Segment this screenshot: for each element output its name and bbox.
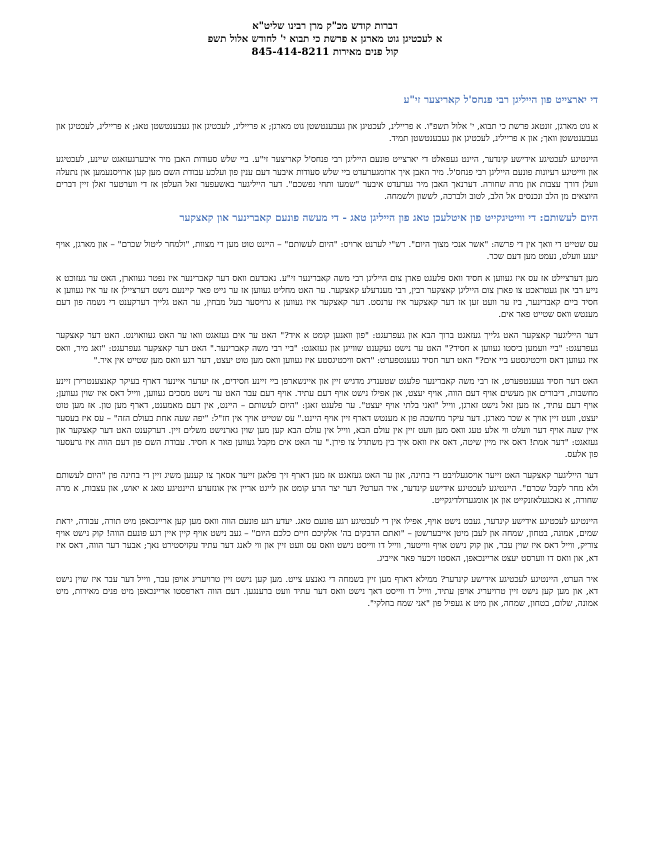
document-header [0, 20, 650, 59]
paragraph: דער הייליגער קאצקער האט גלייך געזאגט ברוך הבא און געפרעגט: "פון וואנען קומט א איד?" האט ער אים געזאגט וואו ער האט געוואוינט. האט דער קאצקער געפרעגט: "ביי וועמען ביסטו געווען א חסיד?" האט ער נישט געקענט שווייגן און געזאגט: "ביי רבי משה קאברינער." האט דער קאצקער געפרעגט: "זאג מיר, וואס איז געווען דאס וויכטיגסטע ביי אים?" האט דער חסיד געענטפערט: "דאס וויכטיגסטע איז געווען וואס מען טוט יעצט, דער רגע וואס מען שטייט אין איר." [56, 331, 598, 366]
paragraph: דער הייליגער קאצקער האט זייער אויסגעלויבט די בחינה, און ער האט געזאגט אז מען דארף זיך פלאגן זייער אסאך צו קענען משיג זיין די בחינה פון "היום לעשותם ולא מחר לקבל שכרם". היינטיגע לעכטיגע אידישע קינדער, איר הערט? דער יצר הרע קומט און לייגט אריין אין אונזערע היינטיגע טאג א יאוש, און עצבות, א מרה שחורה, א נאכגעלאזנקייט און אן אומגעדולדיגקייט. [56, 471, 598, 506]
paragraph: א גוט מארגן, זונטאג פרשת כי תבוא, י' אלול תשפ"ו. א פריילינ, לעכטיגן און געבענטשטן גוט מארגן; א פריילינ, לעכטיגן און געבענטשטן טאג; א פריילינ, לעכטיגן און געבענטשטן וואך; און א פריילינ, לעכטיגן און געבענטשטן תמיד. [56, 122, 598, 145]
header-phone-line: קול פנים מאירות 845-414-8211 [251, 47, 399, 58]
paragraph: איר הערט, היינטיגע לעכטיגע אידישע קינדער? ממילא דארף מען זיין בשמחה די גאנצע צייט. מען קען נישט זיין טרויעריג אויפן עבר, ווייל דער עבר איז שוין נישט דא, און מען קען נישט זיין טרויעריג אויפן עתיד, ווייל דו ווייסט דאך נישט וואס דער עתיד וועט ברענגען. דעם הווה דארפסטו אריינכאפן מיט פנים מאירות, מיט אמונה, שלום, בטחון, שמחה, און מיט א געפיל פון "אני שמח בחלקי". [56, 574, 598, 610]
document-body [56, 94, 598, 620]
paragraph: היינטיגע לעכטיגע אידישע קינדער, היינט געפאלט די יארצייט פונעם הייליגן רבי פנחס'ל קאריצער זי"ע. ביי שלש סעודות האבן מיר איבערגעזאגט שיינע, לעכטיגע און ווייטיגע רעיונות פונעם הייליגן רבי פנחס'ל. מיר האבן איך ארומגערעדט ביי שלש סעודות איבער דעם ענין פון ועלכע עבודת השם מען קען ארויסנעמען און נתעלה וועלן דורך עצבות און מרה שחורה. דערנאך האבן מיר גערעדט איבער "שמעו ותחי נפשכם". דער הייליגער באשעפער זאל העלפן אז די ווערטער זאלן זיין דברים היוצאים מן הלב ונכנסים אל הלב, לטוב ולברכה, לששון ולשמחה. [56, 155, 598, 203]
header-title: דברות קודש מכ"ק מרן רבינו שליט"א [252, 21, 398, 32]
section-1-heading: די יארצייט פון הייליגן רבי פנחס'ל קאריצער זי"ע [403, 94, 598, 106]
paragraph: מען דערציילט אז עס איז געווען א חסיד וואס פלעגט פארן צום הייליגן רבי משה קאברינער זי"ע. נאכדעם וואס דער קאברינער איז נפטר געווארן, האט ער געזוכט א נייע רבי און געטראכט צו פארן צום הייליגן קאצקער רבין, רבי מענדעלע קאצקער. ער האט מחליט געווען אז ער גייט פאר קיינעם נישט דערציילן אז ער איז געווען א חסיד ביים קאברינער, ביז ער וועט זען אז דער קאצקער איז ערנסט. דער קאצקער איז געווען א גרויסער בעל מבחין, ער האט גלייך דערקענט די נשמה פון דעם מענטש וואס שטייט פאר אים. [56, 273, 598, 321]
paragraph: האט דער חסיד געענטפערט, אז רבי משה קאברינער פלעגט שטענדיג מדגיש זיין און איינשארפן ביי זיינע חסידים, אז יעדער איינער דארף בעיקר קאנצענטרירן זיינע מחשבות, דיבורים און מעשים אויף דעם הווה, אויף יעצט, און אפילו נישט אויף דעם עתיד. אויף דעם עבר האט ער נישט מסכים געווען, ווייל דאס איז שוין געווען; אויף דעם עתיד, אז מען זאל נישט זארגן, ווייל "ואני בלתי אויף יעצט". ער פלעגט זאגן: "היום לעשותם – היינט, אין דעם מאמענט, דארף מען טון. אז מען טוט יעצט, וועט זיין אויך א שכר מארגן. דער עיקר מחשבה פון א מענטש דארף זיין אויף היינט." עס שטייט אויך אין חז"ל: "יפה שעה אחת בעולם הזה" – עס איז בעסער איין שעה אויף דער וועלט ווי אלע טעג וואס מען וועט זיין אין עולם הבא, ווייל אין עולם הבא קען מען שוין גארנישט משלים זיין. דערקענט האט דער קאצקער און געזאגט: "דער אמת! דאס איז מיין שיטה, דאס איז וואס איך בין משתדל צו פירן." ער האט אים מקבל געווען פאר א חסיד. עבודת השם פון דעם הווה איז גרעסער פון אלעס. [56, 377, 598, 461]
section-2-heading: היום לעשותם: די ווייטיגקייט פון איטלעכן טאג פון הייליגן טאג - די מעשה פונעם קאברינער און קאצקער [179, 212, 598, 225]
paragraph: עס שטייט די וואך אין די פרשה: "אשר אנכי מצוך היום". רש"י לערנט ארויס: "היום לעשותם" – היינט טוט מען די מצוות, "ולמחר ליטול שכרם" – און מארגן, אויף יענע וועלט, נעמט מען דעם שכר. [56, 240, 598, 263]
paragraph: היינטיגע לעכטיגע אידישע קינדער, געבט נישט אויף, אפילו אין די לעכטיגע רגע פונעם טאג. יעדע רגע פונעם הווה וואס מען קען אריינכאפן מיט תורה, עבודה, יראת שמים, אמונה, בטחון, שמחה און לעבן מיטן אייבערשטן – "ואתם הדבקים בה' אלקיכם חיים כלכם היום" – געב נישט אויף קיין איין רגע פונעם הווה! קוק נישט אויף צוריק, ווייל דאס איז שוין עבר, און קוק נישט אויף ווייטער, ווייל דו ווייסט נישט וואס עס וועט זיין און ווי לאנג דער עתיד עקזיסטירט נאך; אבער דער הווה, דאס איז דא, און וואס דו ווערסט יעצט אריינכאפן, האסטו זיכער פאר אייביג. [56, 517, 598, 564]
header-subtitle: א לעכטיגן גוט מארגן א פרשת כי תבוא י' לחודש אלול תשפ [207, 34, 443, 45]
